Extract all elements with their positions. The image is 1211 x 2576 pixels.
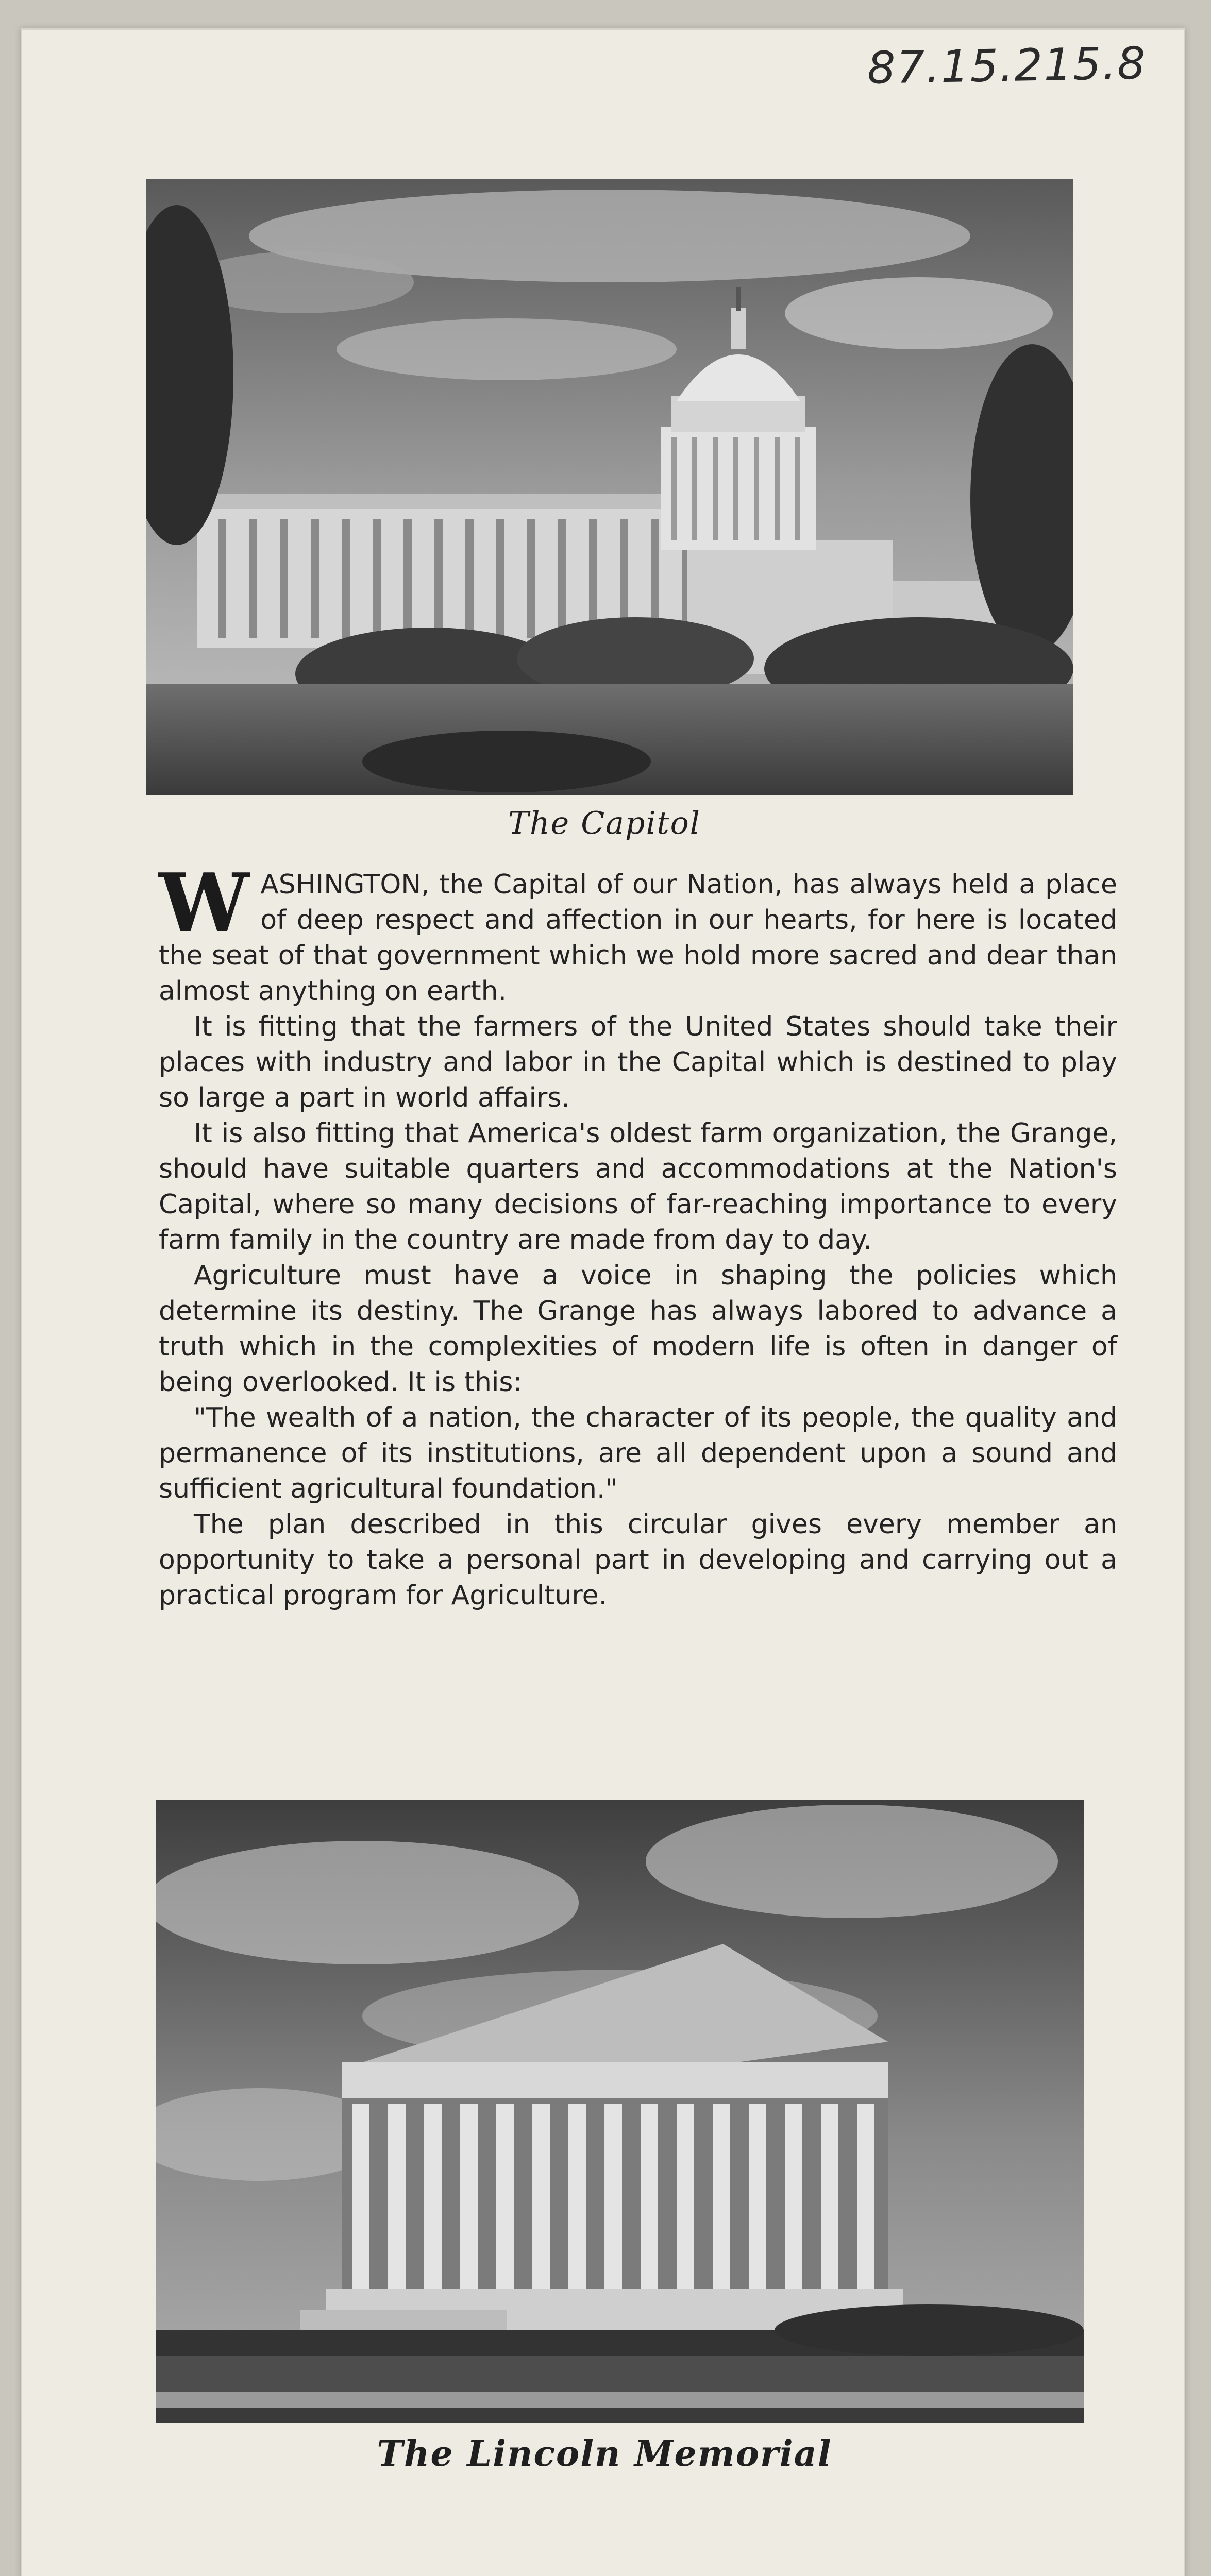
lincoln-memorial-illustration bbox=[156, 1800, 1084, 2423]
paragraph-4: Agriculture must have a voice in shaping the policies which determine its destiny. The Grange has always labored to advance a truth which in the complexities of modern life is often in danger of being overlooked. It is this: bbox=[159, 1260, 1117, 1398]
article-body bbox=[159, 856, 1117, 1614]
capitol-photo bbox=[146, 179, 1073, 795]
paragraph-6: The plan described in this circular gives every member an opportunity to take a personal part in developing and carrying out a practical program for Agriculture. bbox=[159, 1509, 1117, 1611]
paragraph-1 bbox=[159, 856, 1117, 1009]
lincoln-memorial-caption: The Lincoln Memorial bbox=[377, 2433, 832, 2475]
catalog-number: 87.15.215.8 bbox=[867, 38, 1147, 94]
paragraph-1-text: ASHINGTON, the Capital of our Nation, has always held a place of deep respect and affection in our hearts, for here is located the seat of that government which we hold more sacred and dear than almost anything on earth. bbox=[159, 869, 1117, 1007]
paragraph-5: "The wealth of a nation, the character of its people, the quality and permanence of its institutions, are all dependent upon a sound and sufficient agricultural foundation." bbox=[159, 1402, 1117, 1504]
lincoln-memorial-photo bbox=[156, 1800, 1084, 2423]
paragraph-2: It is fitting that the farmers of the United States should take their places with industry and labor in the Capital which is destined to play so large a part in world affairs. bbox=[159, 1011, 1117, 1113]
drop-cap: W bbox=[159, 856, 249, 950]
capitol-illustration bbox=[146, 179, 1073, 795]
capitol-caption: The Capitol bbox=[508, 805, 701, 841]
paragraph-3: It is also fitting that America's oldest farm organization, the Grange, should have suitable quarters and accommodations at the Nation's Capital, where so many decisions of far-reaching importance to every farm family in the country are made from day to day. bbox=[159, 1118, 1117, 1256]
brochure-page bbox=[21, 28, 1185, 2576]
